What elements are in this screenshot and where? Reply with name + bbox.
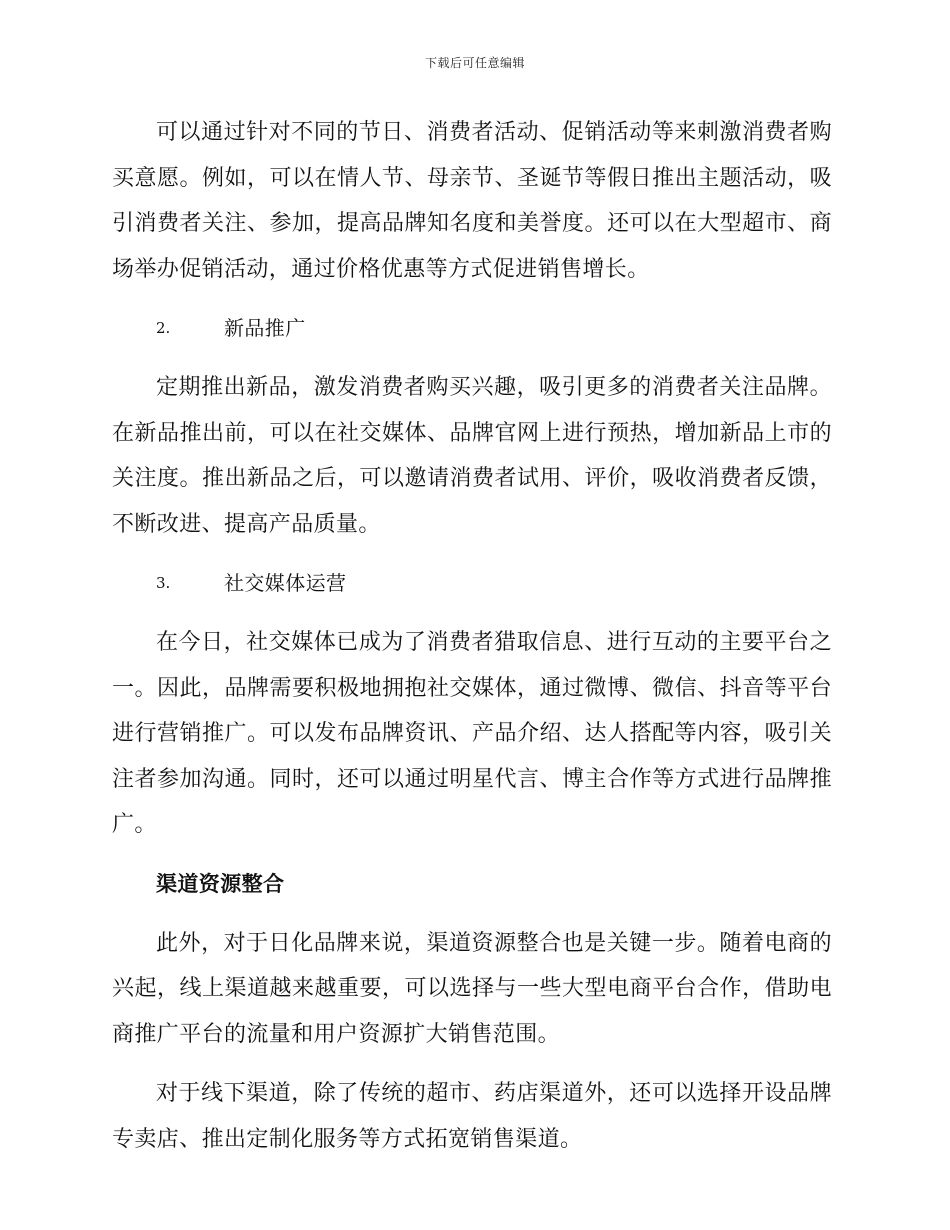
list-item-title: 社交媒体运营: [224, 571, 347, 595]
list-item-heading-social-media: [112, 561, 832, 606]
paragraph-online-channels: 此外，对于日化品牌来说，渠道资源整合也是关键一步。随着电商的兴起，线上渠道越来越重要，可以选择与一些大型电商平台合作，借助电商推广平台的流量和用户资源扩大销售范围。: [112, 930, 832, 1047]
page-header: 下载后可任意编辑: [424, 56, 525, 70]
document-body: [112, 110, 832, 1176]
paragraph-offline-channels: 对于线下渠道，除了传统的超市、药店渠道外，还可以选择开设品牌专卖店、推出定制化服务等方式拓宽销售渠道。: [112, 1081, 832, 1152]
list-item-heading-new-products: [112, 306, 832, 351]
section-heading-channel-integration: 渠道资源整合: [156, 871, 285, 896]
paragraph-new-products: 定期推出新品，激发消费者购买兴趣，吸引更多的消费者关注品牌。在新品推出前，可以在社交媒体、品牌官网上进行预热，增加新品上市的关注度。推出新品之后，可以邀请消费者试用、评价，吸收消费者反馈，不断改进、提高产品质量。: [112, 375, 832, 537]
list-item-title: 新品推广: [224, 316, 306, 340]
paragraph-holiday-promotion: 可以通过针对不同的节日、消费者活动、促销活动等来刺激消费者购买意愿。例如，可以在情人节、母亲节、圣诞节等假日推出主题活动，吸引消费者关注、参加，提高品牌知名度和美誉度。还可以在大型超市、商场举办促销活动，通过价格优惠等方式促进销售增长。: [112, 120, 832, 282]
list-item-number: 2.: [156, 319, 171, 337]
list-item-number: 3.: [156, 574, 171, 592]
paragraph-social-media: 在今日，社交媒体已成为了消费者猎取信息、进行互动的主要平台之一。因此，品牌需要积极地拥抱社交媒体，通过微博、微信、抖音等平台进行营销推广。可以发布品牌资讯、产品介绍、达人搭配等内容，吸引关注者参加沟通。同时，还可以通过明星代言、博主合作等方式进行品牌推广。: [112, 630, 832, 837]
